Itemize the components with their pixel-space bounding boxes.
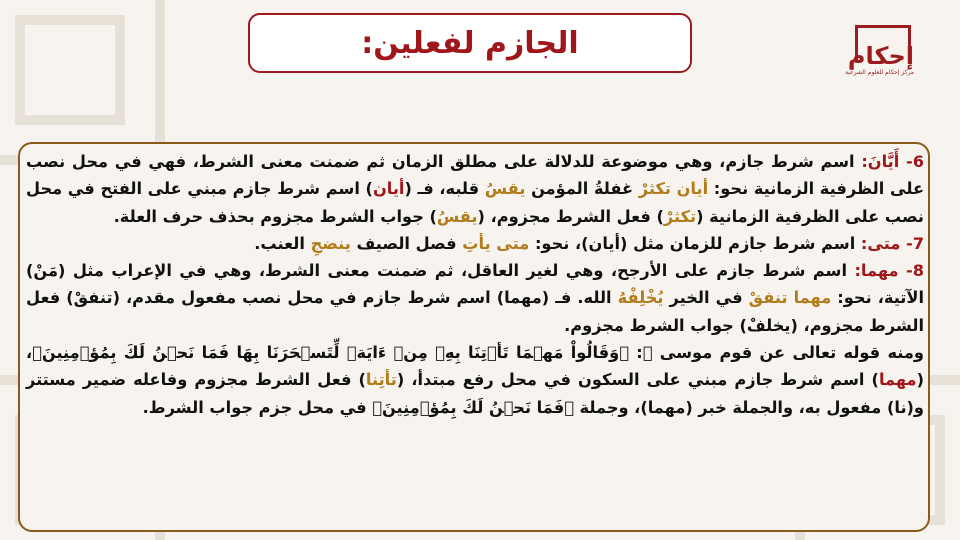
example: يُخْلِفْهُ — [617, 288, 664, 308]
paragraph-mahma — [26, 257, 924, 339]
text: ، ( — [26, 343, 924, 390]
text: في الخير — [663, 288, 749, 308]
text: غفلةُ المؤمن — [525, 179, 639, 199]
text: في محل جزم جواب الشرط. — [142, 397, 373, 417]
logo-subtitle: مركز إحكام للعلوم الشرعية — [845, 69, 914, 76]
text: ) فعل الشرط مجزوم وفاعله ضمير مستتر و(نا) مفعول به، والجملة خبر (مهما)، وجملة — [26, 370, 924, 417]
text: فصل الصيف — [350, 233, 463, 253]
example: أيان تكثرْ — [638, 179, 709, 199]
example: مهما تنفقْ — [748, 288, 832, 308]
example: يقسُ — [436, 206, 478, 226]
text: ) جواب الشرط مجزوم بحذف حرف العلة. — [113, 206, 437, 226]
item-number: 7- متى: — [860, 233, 924, 253]
logo-name: إحكام — [847, 42, 914, 70]
text: ) اسم شرط جازم مبني على السكون في محل رفع مبتدأ، ( — [396, 370, 879, 390]
example: تأتِنا — [365, 370, 397, 390]
title-box — [248, 13, 692, 73]
text: اسم شرط جازم للزمان مثل (أيان)، نحو: — [529, 233, 861, 253]
paragraph-quran — [26, 339, 924, 421]
text: الله. فـ (مهما) اسم شرط جازم في محل نصب مفعول مقدم، (تنفقْ) فعل الشرط مجزوم، (يخلفْ) جواب الشرط مجزوم. — [26, 288, 924, 335]
content-body — [26, 148, 924, 421]
logo — [845, 25, 914, 97]
example: أيان — [372, 179, 405, 199]
example: يقسُ — [484, 179, 526, 199]
text: ) اسم شرط جازم مبني على الفتح في محل نصب على الظرفية الزمانية ( — [26, 179, 924, 226]
text: العنب. — [254, 233, 311, 253]
text: اسم شرط جازم على الأرجح، وهي لغير العاقل، ثم ضمنت معنى الشرط، وهي في الإعراب مثل (مَنْ) الآتية، نحو: — [26, 261, 924, 308]
example: متى يأتِ — [462, 233, 530, 253]
page-title: الجازم لفعلين: — [361, 25, 579, 61]
example: مهما — [878, 370, 917, 390]
paragraph-mata — [26, 230, 924, 257]
quran-verse: ﴿فَمَا نَحۡنُ لَكَ بِمُؤۡمِنِينَ﴾ — [372, 397, 574, 417]
example: ينضجِ — [310, 233, 351, 253]
text: ) فعل الشرط مجزوم، ( — [477, 206, 664, 226]
quran-verse: ﴿وَقَالُواْ مَهۡمَا تَأۡتِنَا بِهِۦ مِنۡ ءَايَةٖ لِّتَسۡحَرَنَا بِهَا فَمَا نَحۡنُ لَكَ بِمُؤۡمِنِينَ﴾ — [32, 343, 629, 363]
item-number: 8- مهما: — [854, 261, 924, 281]
text: ومنه قوله تعالى عن قوم موسى ﷺ: — [628, 343, 924, 363]
text: قلبه، فـ ( — [404, 179, 485, 199]
item-number: 6- أَيَّانَ: — [861, 152, 924, 171]
example: تكثرْ — [663, 206, 697, 226]
text: اسم شرط جازم، وهي موضوعة للدلالة على مطلق الزمان ثم ضمنت معنى الشرط، فهي في محل نصب على الظرفية الزمانية نحو: — [26, 152, 925, 199]
paragraph-ayyana — [26, 148, 924, 230]
